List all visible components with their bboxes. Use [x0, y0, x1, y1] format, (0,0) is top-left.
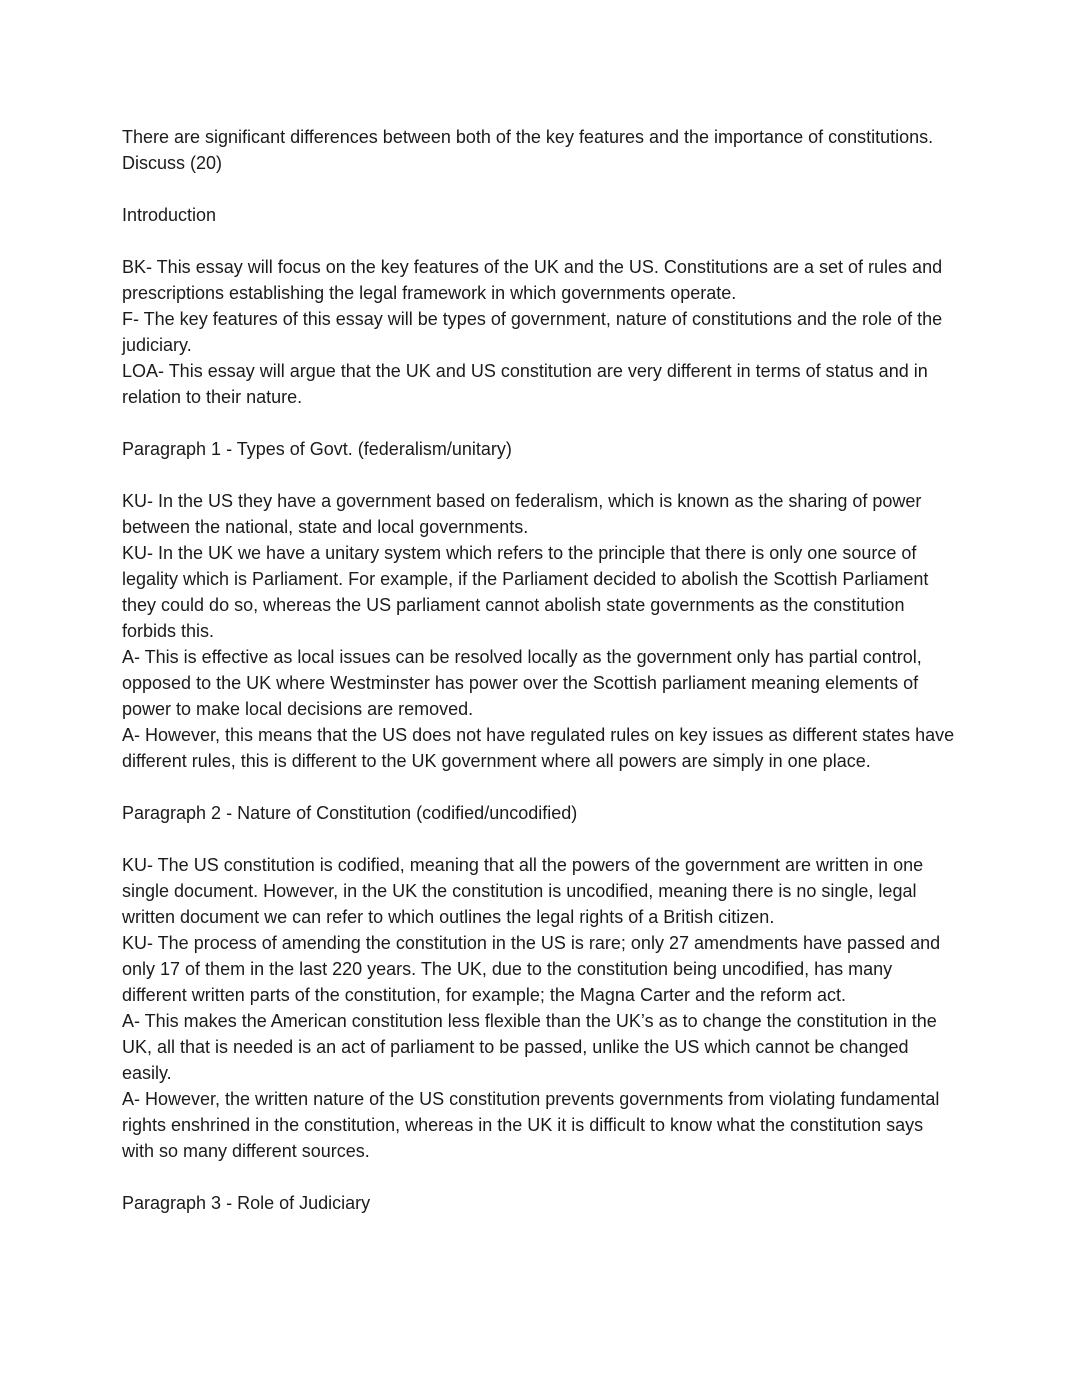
- p2-line-ku-1: KU- The US constitution is codified, meaning that all the powers of the government are written in one single document. However, in the UK the constitution is uncodified, meaning there is no single, legal written document we can refer to which outlines the legal rights of a British citizen.: [122, 855, 924, 927]
- p1-line-ku-1: KU- In the US they have a government based on federalism, which is known as the sharing of power between the national, state and local governments.: [122, 491, 922, 537]
- paragraph-2-body: [122, 852, 960, 1164]
- introduction-heading: Introduction: [122, 205, 217, 225]
- document-text-body: [122, 124, 960, 1216]
- intro-line-loa: LOA- This essay will argue that the UK and US constitution are very different in terms of status and in relation to their nature.: [122, 361, 928, 407]
- p1-line-a-1: A- This is effective as local issues can be resolved locally as the government only has partial control, opposed to the UK where Westminster has power over the Scottish parliament meaning elements of power to make local decisions are removed.: [122, 647, 922, 719]
- p2-line-a-2: A- However, the written nature of the US constitution prevents governments from violating fundamental rights enshrined in the constitution, whereas in the UK it is difficult to know what the constitution says with so many different sources.: [122, 1089, 940, 1161]
- introduction-body: [122, 254, 960, 410]
- p1-line-a-2: A- However, this means that the US does not have regulated rules on key issues as different states have different rules, this is different to the UK government where all powers are simply in one place.: [122, 725, 955, 771]
- p2-line-ku-2: KU- The process of amending the constitution in the US is rare; only 27 amendments have passed and only 17 of them in the last 220 years. The UK, due to the constitution being uncodified, has many different written parts of the constitution, for example; the Magna Carter and the reform act.: [122, 933, 941, 1005]
- paragraph-1-body: [122, 488, 960, 774]
- paragraph-1-heading: Paragraph 1 - Types of Govt. (federalism/unitary): [122, 439, 512, 459]
- p2-line-a-1: A- This makes the American constitution less flexible than the UK’s as to change the constitution in the UK, all that is needed is an act of parliament to be passed, unlike the US which cannot be changed easily.: [122, 1011, 937, 1083]
- paragraph-3-heading: Paragraph 3 - Role of Judiciary: [122, 1193, 371, 1213]
- intro-line-f: F- The key features of this essay will be types of government, nature of constitutions and the role of the judiciary.: [122, 309, 943, 355]
- intro-line-bk: BK- This essay will focus on the key features of the UK and the US. Constitutions are a set of rules and prescriptions establishing the legal framework in which governments operate.: [122, 257, 943, 303]
- p1-line-ku-2: KU- In the UK we have a unitary system which refers to the principle that there is only one source of legality which is Parliament. For example, if the Parliament decided to abolish the Scottish Parliament they could do so, whereas the US parliament cannot abolish state governments as the constitution forbids this.: [122, 543, 929, 641]
- essay-question-title: There are significant differences between both of the key features and the importance of constitutions. Discuss (20): [122, 127, 934, 173]
- paragraph-2-heading: Paragraph 2 - Nature of Constitution (codified/uncodified): [122, 803, 578, 823]
